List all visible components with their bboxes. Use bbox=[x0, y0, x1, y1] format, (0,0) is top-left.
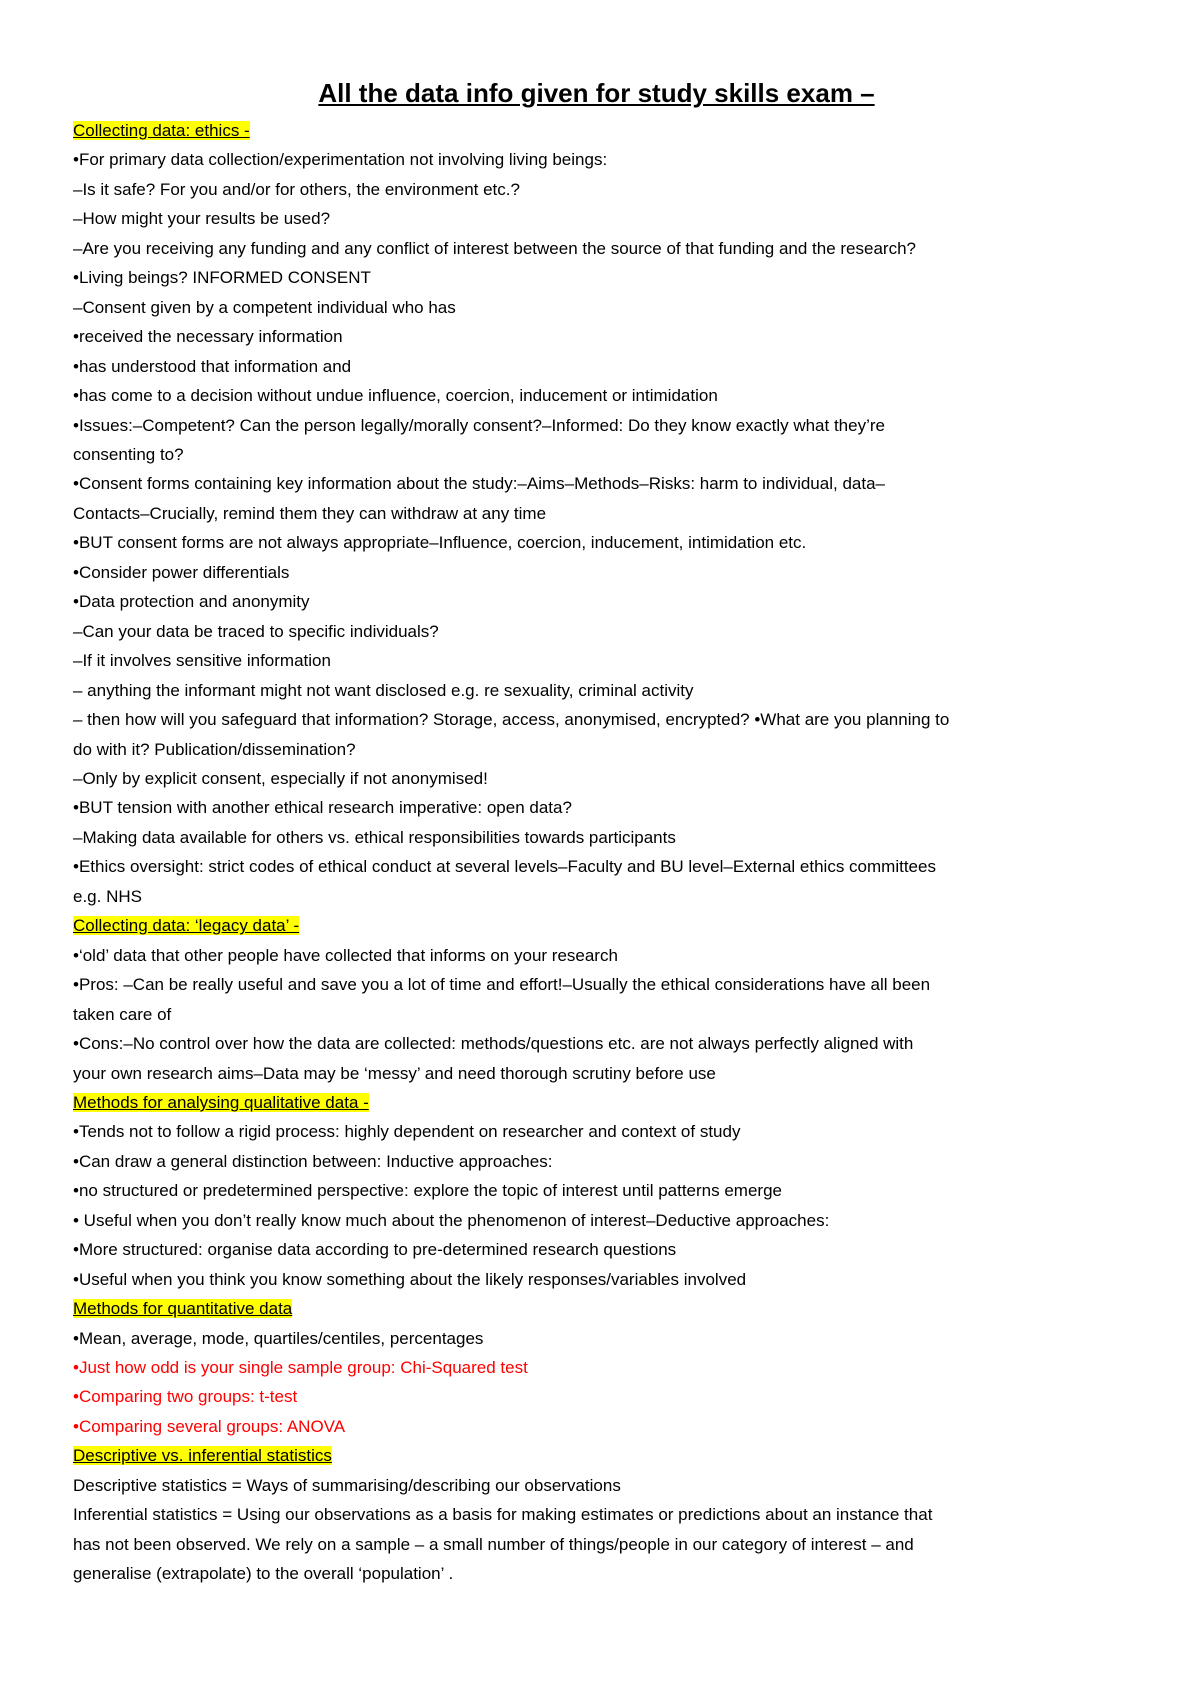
text-line: has not been observed. We rely on a sample – a small number of things/people in our category of interest – and bbox=[73, 1534, 914, 1554]
text-line: –How might your results be used? bbox=[73, 209, 331, 229]
text-line: taken care of bbox=[73, 1004, 172, 1024]
section-heading bbox=[73, 116, 1120, 145]
section-heading bbox=[73, 1441, 1120, 1470]
text-line: –Are you receiving any funding and any conflict of interest between the source of that funding and the research? bbox=[73, 238, 916, 258]
text-line: –Can your data be traced to specific individuals? bbox=[73, 621, 439, 641]
text-line: –Only by explicit consent, especially if not anonymised! bbox=[73, 768, 488, 788]
text-line: •More structured: organise data according to pre-determined research questions bbox=[73, 1240, 677, 1260]
text-line: e.g. NHS bbox=[73, 886, 142, 906]
text-line: •Consent forms containing key information about the study:–Aims–Methods–Risks: harm to individual, data– bbox=[73, 474, 885, 494]
text-line: •Issues:–Competent? Can the person legally/morally consent?–Informed: Do they know exactly what they’re bbox=[73, 415, 885, 435]
text-line: consenting to? bbox=[73, 444, 184, 464]
text-line: generalise (extrapolate) to the overall ‘population’ . bbox=[73, 1564, 454, 1584]
text-line: –If it involves sensitive information bbox=[73, 651, 331, 671]
text-line: •Data protection and anonymity bbox=[73, 592, 310, 612]
document-title: All the data info given for study skills exam – bbox=[318, 78, 875, 108]
text-line: do with it? Publication/dissemination? bbox=[73, 739, 356, 759]
text-line: your own research aims–Data may be ‘messy’ and need thorough scrutiny before use bbox=[73, 1063, 716, 1083]
text-line: •Tends not to follow a rigid process: highly dependent on researcher and context of study bbox=[73, 1122, 741, 1142]
text-line: •Living beings? INFORMED CONSENT bbox=[73, 268, 371, 288]
text-line: –Making data available for others vs. ethical responsibilities towards participants bbox=[73, 827, 676, 847]
text-line: Descriptive statistics = Ways of summarising/describing our observations bbox=[73, 1475, 621, 1495]
section-heading bbox=[73, 1088, 1120, 1117]
text-line: Contacts–Crucially, remind them they can withdraw at any time bbox=[73, 503, 547, 523]
section-heading bbox=[73, 911, 1120, 940]
text-line: •Consider power differentials bbox=[73, 562, 290, 582]
highlighted-heading-text: Methods for quantitative data bbox=[73, 1299, 293, 1319]
text-line: •BUT consent forms are not always appropriate–Influence, coercion, inducement, intimidation etc. bbox=[73, 533, 807, 553]
text-line: •Cons:–No control over how the data are collected: methods/questions etc. are not always perfectly aligned with bbox=[73, 1034, 914, 1054]
text-line: •For primary data collection/experimentation not involving living beings: bbox=[73, 150, 608, 170]
highlighted-heading-text: Methods for analysing qualitative data - bbox=[73, 1092, 369, 1112]
text-line: •no structured or predetermined perspective: explore the topic of interest until patterns emerge bbox=[73, 1181, 782, 1201]
section-heading bbox=[73, 1294, 1120, 1323]
text-line: •has come to a decision without undue influence, coercion, inducement or intimidation bbox=[73, 386, 718, 406]
highlighted-heading-text: Collecting data: ‘legacy data’ - bbox=[73, 916, 300, 936]
text-line: •Just how odd is your single sample group: Chi-Squared test bbox=[73, 1358, 528, 1378]
text-line: •Mean, average, mode, quartiles/centiles, percentages bbox=[73, 1328, 484, 1348]
highlighted-heading-text: Collecting data: ethics - bbox=[73, 121, 250, 140]
text-line: •has understood that information and bbox=[73, 356, 352, 376]
text-line: • Useful when you don’t really know much about the phenomenon of interest–Deductive approaches: bbox=[73, 1210, 830, 1230]
text-line: –Is it safe? For you and/or for others, the environment etc.? bbox=[73, 179, 520, 199]
text-line: – anything the informant might not want disclosed e.g. re sexuality, criminal activity bbox=[73, 680, 694, 700]
text-line: – then how will you safeguard that information? Storage, access, anonymised, encrypted? •What are you planning to bbox=[73, 710, 950, 730]
text-line: •Comparing two groups: t-test bbox=[73, 1387, 298, 1407]
text-line: •Can draw a general distinction between: Inductive approaches: bbox=[73, 1151, 553, 1171]
text-line: •Comparing several groups: ANOVA bbox=[73, 1416, 346, 1436]
text-line: •‘old’ data that other people have collected that informs on your research bbox=[73, 945, 618, 965]
text-line: •Pros: –Can be really useful and save you a lot of time and effort!–Usually the ethical considerations have all been bbox=[73, 975, 931, 995]
document-body bbox=[73, 116, 1120, 1589]
text-line: –Consent given by a competent individual who has bbox=[73, 297, 456, 317]
text-line: •received the necessary information bbox=[73, 327, 343, 347]
text-line: Inferential statistics = Using our observations as a basis for making estimates or predictions about an instance that bbox=[73, 1505, 933, 1525]
highlighted-heading-text: Descriptive vs. inferential statistics bbox=[73, 1446, 332, 1466]
text-line: •Ethics oversight: strict codes of ethical conduct at several levels–Faculty and BU level–External ethics committees bbox=[73, 857, 936, 877]
text-line: •BUT tension with another ethical research imperative: open data? bbox=[73, 798, 572, 818]
text-line: •Useful when you think you know something about the likely responses/variables involved bbox=[73, 1269, 747, 1289]
